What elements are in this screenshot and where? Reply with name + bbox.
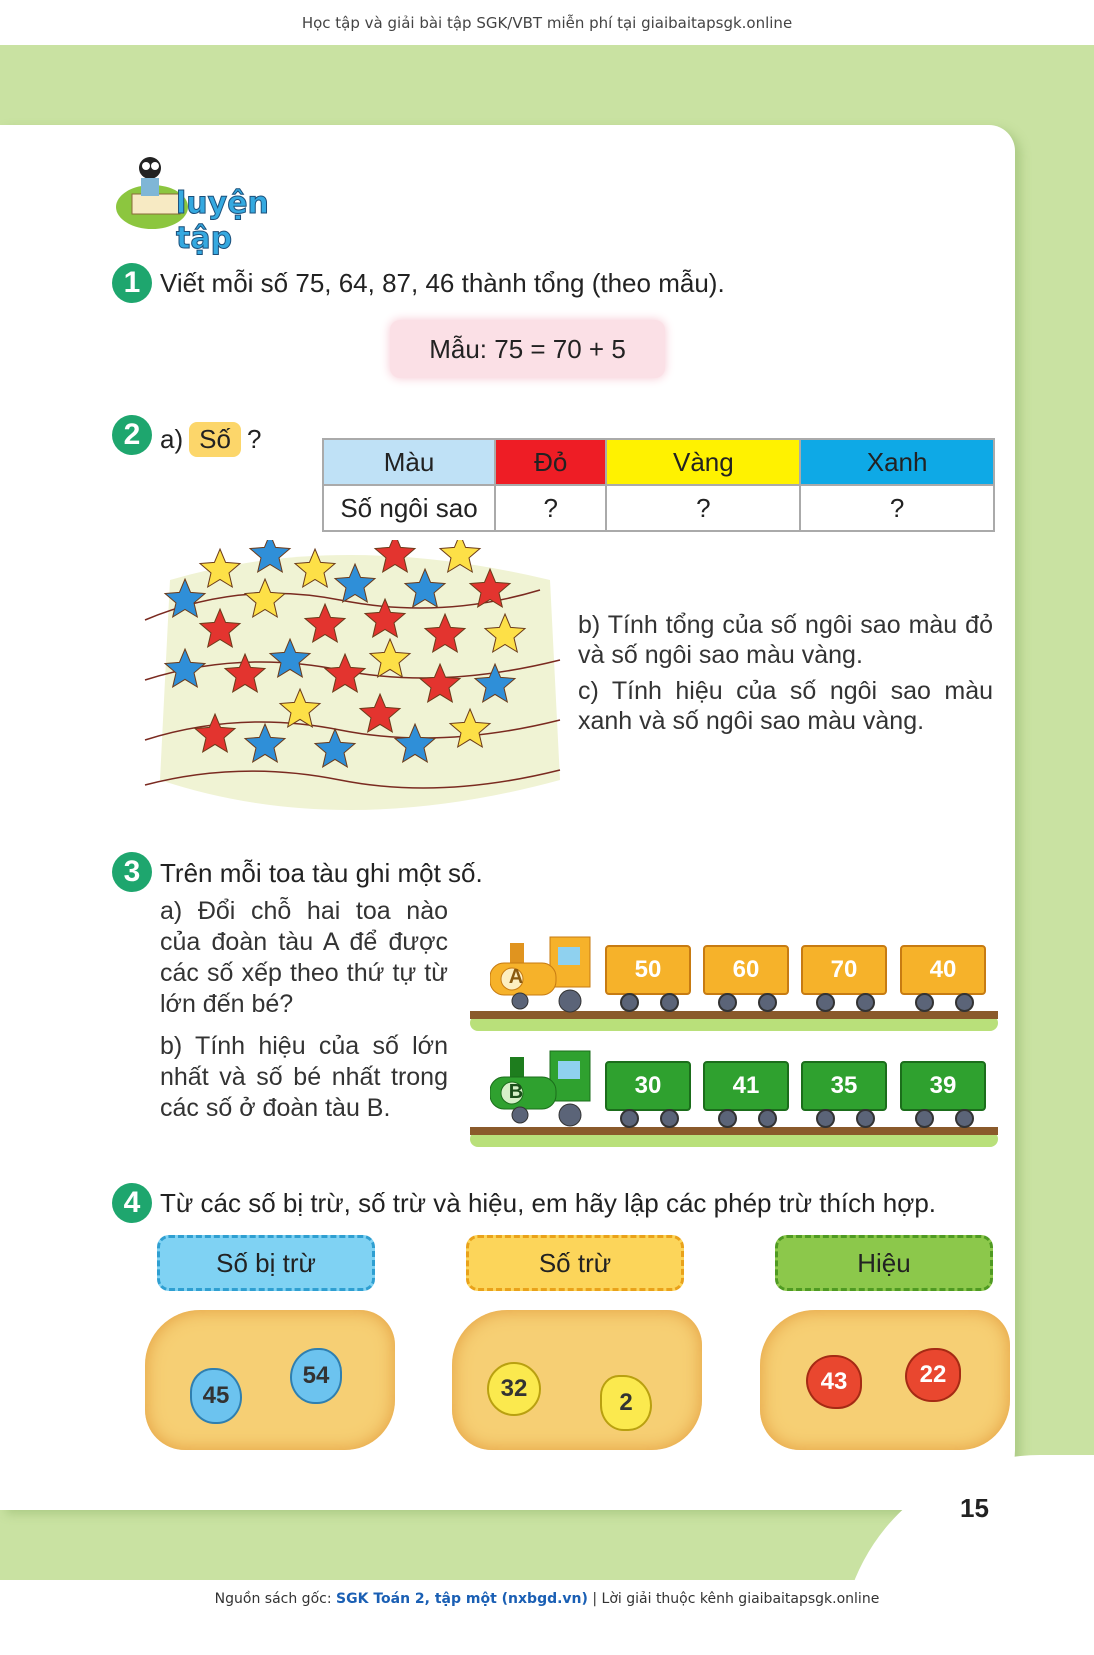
section-title: luyện tập <box>176 186 269 256</box>
page-number: 15 <box>960 1493 989 1523</box>
question-2c: c) Tính hiệu của số ngôi sao màu xanh và số ngôi sao màu vàng. <box>578 677 993 735</box>
train-b-car-1[interactable]: 30 <box>605 1061 691 1111</box>
footer-note <box>0 1591 1094 1607</box>
wheel <box>660 993 679 1012</box>
train-b <box>470 1045 1000 1145</box>
wheel <box>758 993 777 1012</box>
table-header-color: Màu <box>323 439 495 485</box>
question-number-3: 3 <box>112 852 152 892</box>
train-b-car-4[interactable]: 39 <box>900 1061 986 1111</box>
table-row-label: Số ngôi sao <box>323 485 495 531</box>
wheel <box>915 1109 934 1128</box>
question-number-1: 1 <box>112 263 152 303</box>
wheel <box>718 1109 737 1128</box>
wheel <box>856 1109 875 1128</box>
star-garland-illustration <box>140 540 570 820</box>
question-1-text: Viết mỗi số 75, 64, 87, 46 thành tổng (theo mẫu). <box>160 268 725 298</box>
train-a-car-4[interactable]: 40 <box>900 945 986 995</box>
question-2a-prefix: a) <box>160 424 184 454</box>
shell-minuend-2[interactable]: 54 <box>290 1348 342 1404</box>
footer-prefix: Nguồn sách gốc: <box>214 1591 337 1607</box>
number-box: Số <box>189 422 241 457</box>
star-count-table <box>322 438 995 532</box>
train-b-car-3[interactable]: 35 <box>801 1061 887 1111</box>
wheel <box>718 993 737 1012</box>
table-cell-yellow[interactable]: ? <box>606 485 800 531</box>
difference-label: Hiệu <box>775 1235 993 1291</box>
footer-suffix: | Lời giải thuộc kênh giaibaitapsgk.online <box>587 1591 880 1607</box>
question-3b: b) Tính hiệu của số lớn nhất và số bé nhất trong các số ở đoàn tàu B. <box>160 1032 448 1122</box>
table-header-blue: Xanh <box>800 439 994 485</box>
table-header-red: Đỏ <box>495 439 606 485</box>
shell-subtrahend-2[interactable]: 2 <box>600 1375 652 1431</box>
shell-difference-2[interactable]: 22 <box>905 1348 961 1402</box>
wheel <box>816 993 835 1012</box>
wheel <box>660 1109 679 1128</box>
train-a-car-2[interactable]: 60 <box>703 945 789 995</box>
wheel <box>955 1109 974 1128</box>
train-a-car-3[interactable]: 70 <box>801 945 887 995</box>
question-number-2: 2 <box>112 415 152 455</box>
section-title-badge <box>110 152 320 256</box>
train-b-label: B <box>508 1081 524 1103</box>
wheel <box>955 993 974 1012</box>
question-2a-line <box>160 422 261 457</box>
table-cell-blue[interactable]: ? <box>800 485 994 531</box>
sand-patch-minuend <box>145 1310 395 1450</box>
train-a-car-1[interactable]: 50 <box>605 945 691 995</box>
wheel <box>620 1109 639 1128</box>
wheel <box>915 993 934 1012</box>
question-2a-suffix: ? <box>246 424 262 454</box>
footer-source-link[interactable]: SGK Toán 2, tập một (nxbgd.vn) <box>336 1591 588 1607</box>
train-b-car-2[interactable]: 41 <box>703 1061 789 1111</box>
question-2b: b) Tính tổng của số ngôi sao màu đỏ và số ngôi sao màu vàng. <box>578 611 993 669</box>
wheel <box>816 1109 835 1128</box>
wheel <box>856 993 875 1012</box>
shell-difference-1[interactable]: 43 <box>806 1355 862 1409</box>
header-note: Học tập và giải bài tập SGK/VBT miễn phí tại giaibaitapsgk.online <box>301 14 793 32</box>
question-3a: a) Đổi chỗ hai toa nào của đoàn tàu A để được các số xếp theo thứ tự từ lớn đến bé? <box>160 897 448 1018</box>
question-3-text: Trên mỗi toa tàu ghi một số. <box>160 858 483 888</box>
wheel <box>620 993 639 1012</box>
minuend-label: Số bị trừ <box>157 1235 375 1291</box>
shell-subtrahend-1[interactable]: 32 <box>487 1362 541 1416</box>
question-number-4: 4 <box>112 1183 152 1223</box>
wheel <box>758 1109 777 1128</box>
table-cell-red[interactable]: ? <box>495 485 606 531</box>
sample-box: Mẫu: 75 = 70 + 5 <box>390 320 665 378</box>
table-header-yellow: Vàng <box>606 439 800 485</box>
question-4-text: Từ các số bị trừ, số trừ và hiệu, em hãy lập các phép trừ thích hợp. <box>160 1188 937 1218</box>
shell-minuend-1[interactable]: 45 <box>190 1368 242 1424</box>
train-a-label: A <box>508 966 524 988</box>
subtrahend-label: Số trừ <box>466 1235 684 1291</box>
sand-patch-difference <box>760 1310 1010 1450</box>
train-a <box>470 935 1000 1035</box>
